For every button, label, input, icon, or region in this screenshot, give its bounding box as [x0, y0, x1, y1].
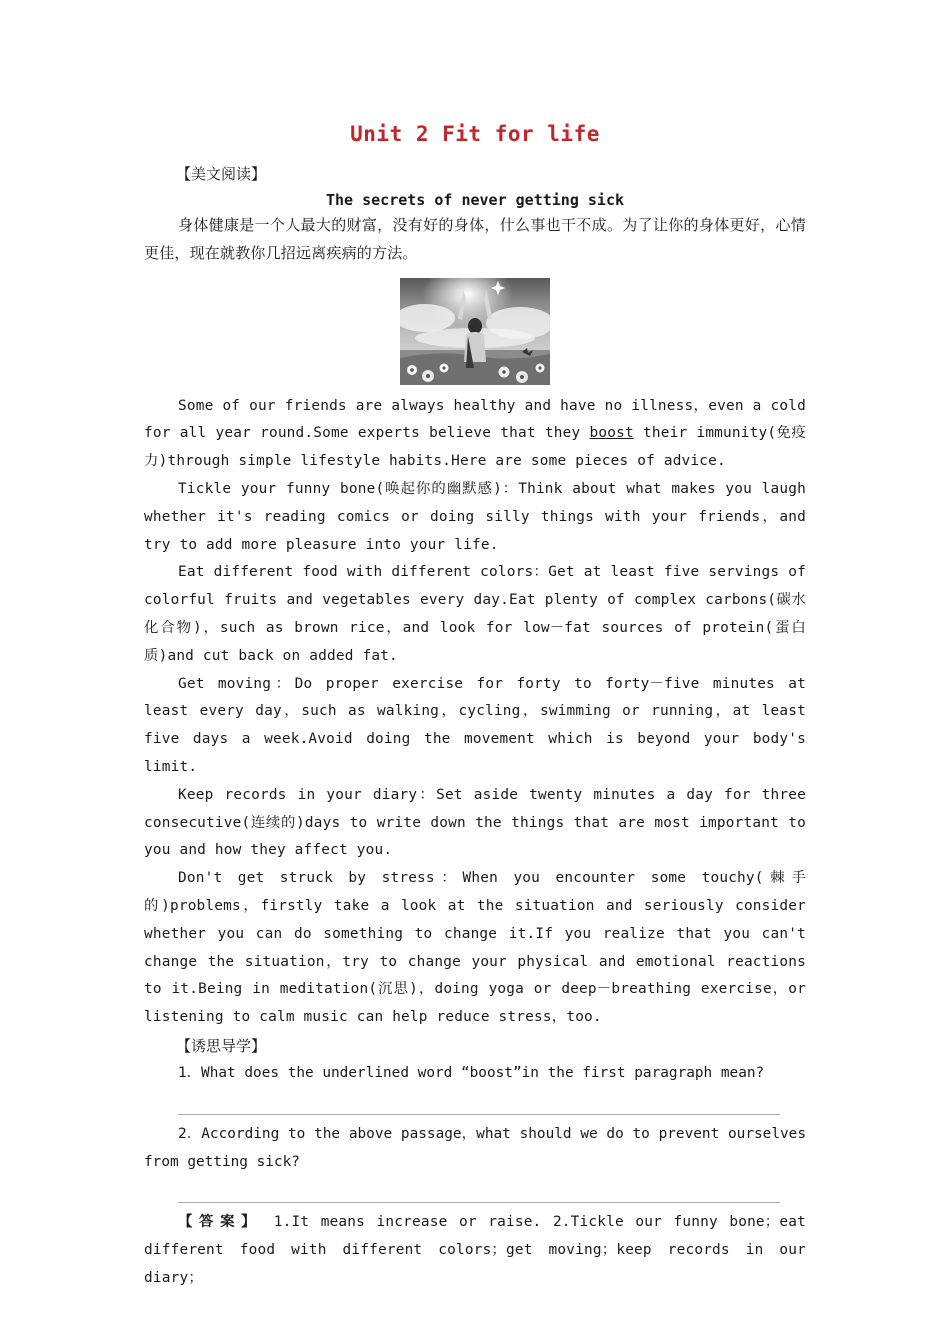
article-paragraph-4: Get moving：Do proper exercise for forty to forty－five minutes at least every day，such as walking，cycling，swimming or running，at least five days a week.Avoid doing the movement which is beyond your body's limit. [144, 675, 806, 775]
article-title: The secrets of never getting sick [325, 191, 624, 209]
article-paragraph-5: Keep records in your diary：Set aside twenty minutes a day for three consecutive(连续的)days to write down the things that are most important to you and how they affect you. [144, 786, 806, 859]
intro-paragraph: 身体健康是一个人最大的财富，没有好的身体，什么事也干不成。为了让你的身体更好，心情更佳，现在就教你几招远离疾病的方法。 [144, 216, 806, 262]
question-1: 1．What does the underlined word “boost”in the first paragraph mean? [178, 1064, 765, 1081]
answer-line-2 [178, 1182, 780, 1203]
question-2: 2．According to the above passage，what should we do to prevent ourselves from getting sick? [144, 1125, 806, 1170]
illustration-girl-stretching-image [400, 278, 550, 385]
answer-label: 【答案】 [178, 1214, 263, 1231]
document-page [144, 118, 806, 1293]
unit-title: Unit 2 Fit for life [350, 122, 600, 146]
section-heading-reading: 【美文阅读】 [176, 165, 267, 183]
paragraph-1-part-a: Some of our friends are always healthy and have no illness，even a cold for all year round.Some experts believe that they [144, 397, 806, 442]
article-paragraph-2: Tickle your funny bone(唤起你的幽默感)：Think about what makes you laugh whether it's reading comics or doing silly things with your friends，and try to add more pleasure into your life. [144, 480, 806, 553]
paragraph-1-part-b: their immunity(免疫力)through simple lifestyle habits.Here are some pieces of advice. [144, 425, 806, 470]
article-paragraph-6: Don't get struck by stress：When you encounter some touchy(棘手的)problems，firstly take a look at the situation and seriously consider whether you can do something to change it.If you realize that you can't change the situation，try to change your physical and emotional reactions to it.Being in meditation(沉思)，doing yoga or deep－breathing exercise，or listening to calm music can help reduce stress，too. [144, 870, 806, 1026]
article-paragraph-1 [144, 393, 806, 476]
answer-paragraph [144, 1209, 806, 1292]
underlined-word-boost: boost [589, 425, 634, 442]
illustration-wrap [144, 278, 806, 385]
answer-text: 1.It means increase or raise. 2.Tickle our funny bone；eat different food with different colors；get moving；keep records in our diary； [144, 1214, 806, 1286]
answer-line-1 [178, 1094, 780, 1115]
section-heading-guide: 【诱思导学】 [176, 1036, 267, 1055]
article-paragraph-3: Eat different food with different colors：Get at least five servings of colorful fruits and vegetables every day.Eat plenty of complex carbons(碳水化合物)，such as brown rice，and look for low－fat sources of protein(蛋白质)and cut back on added fat. [144, 564, 806, 664]
